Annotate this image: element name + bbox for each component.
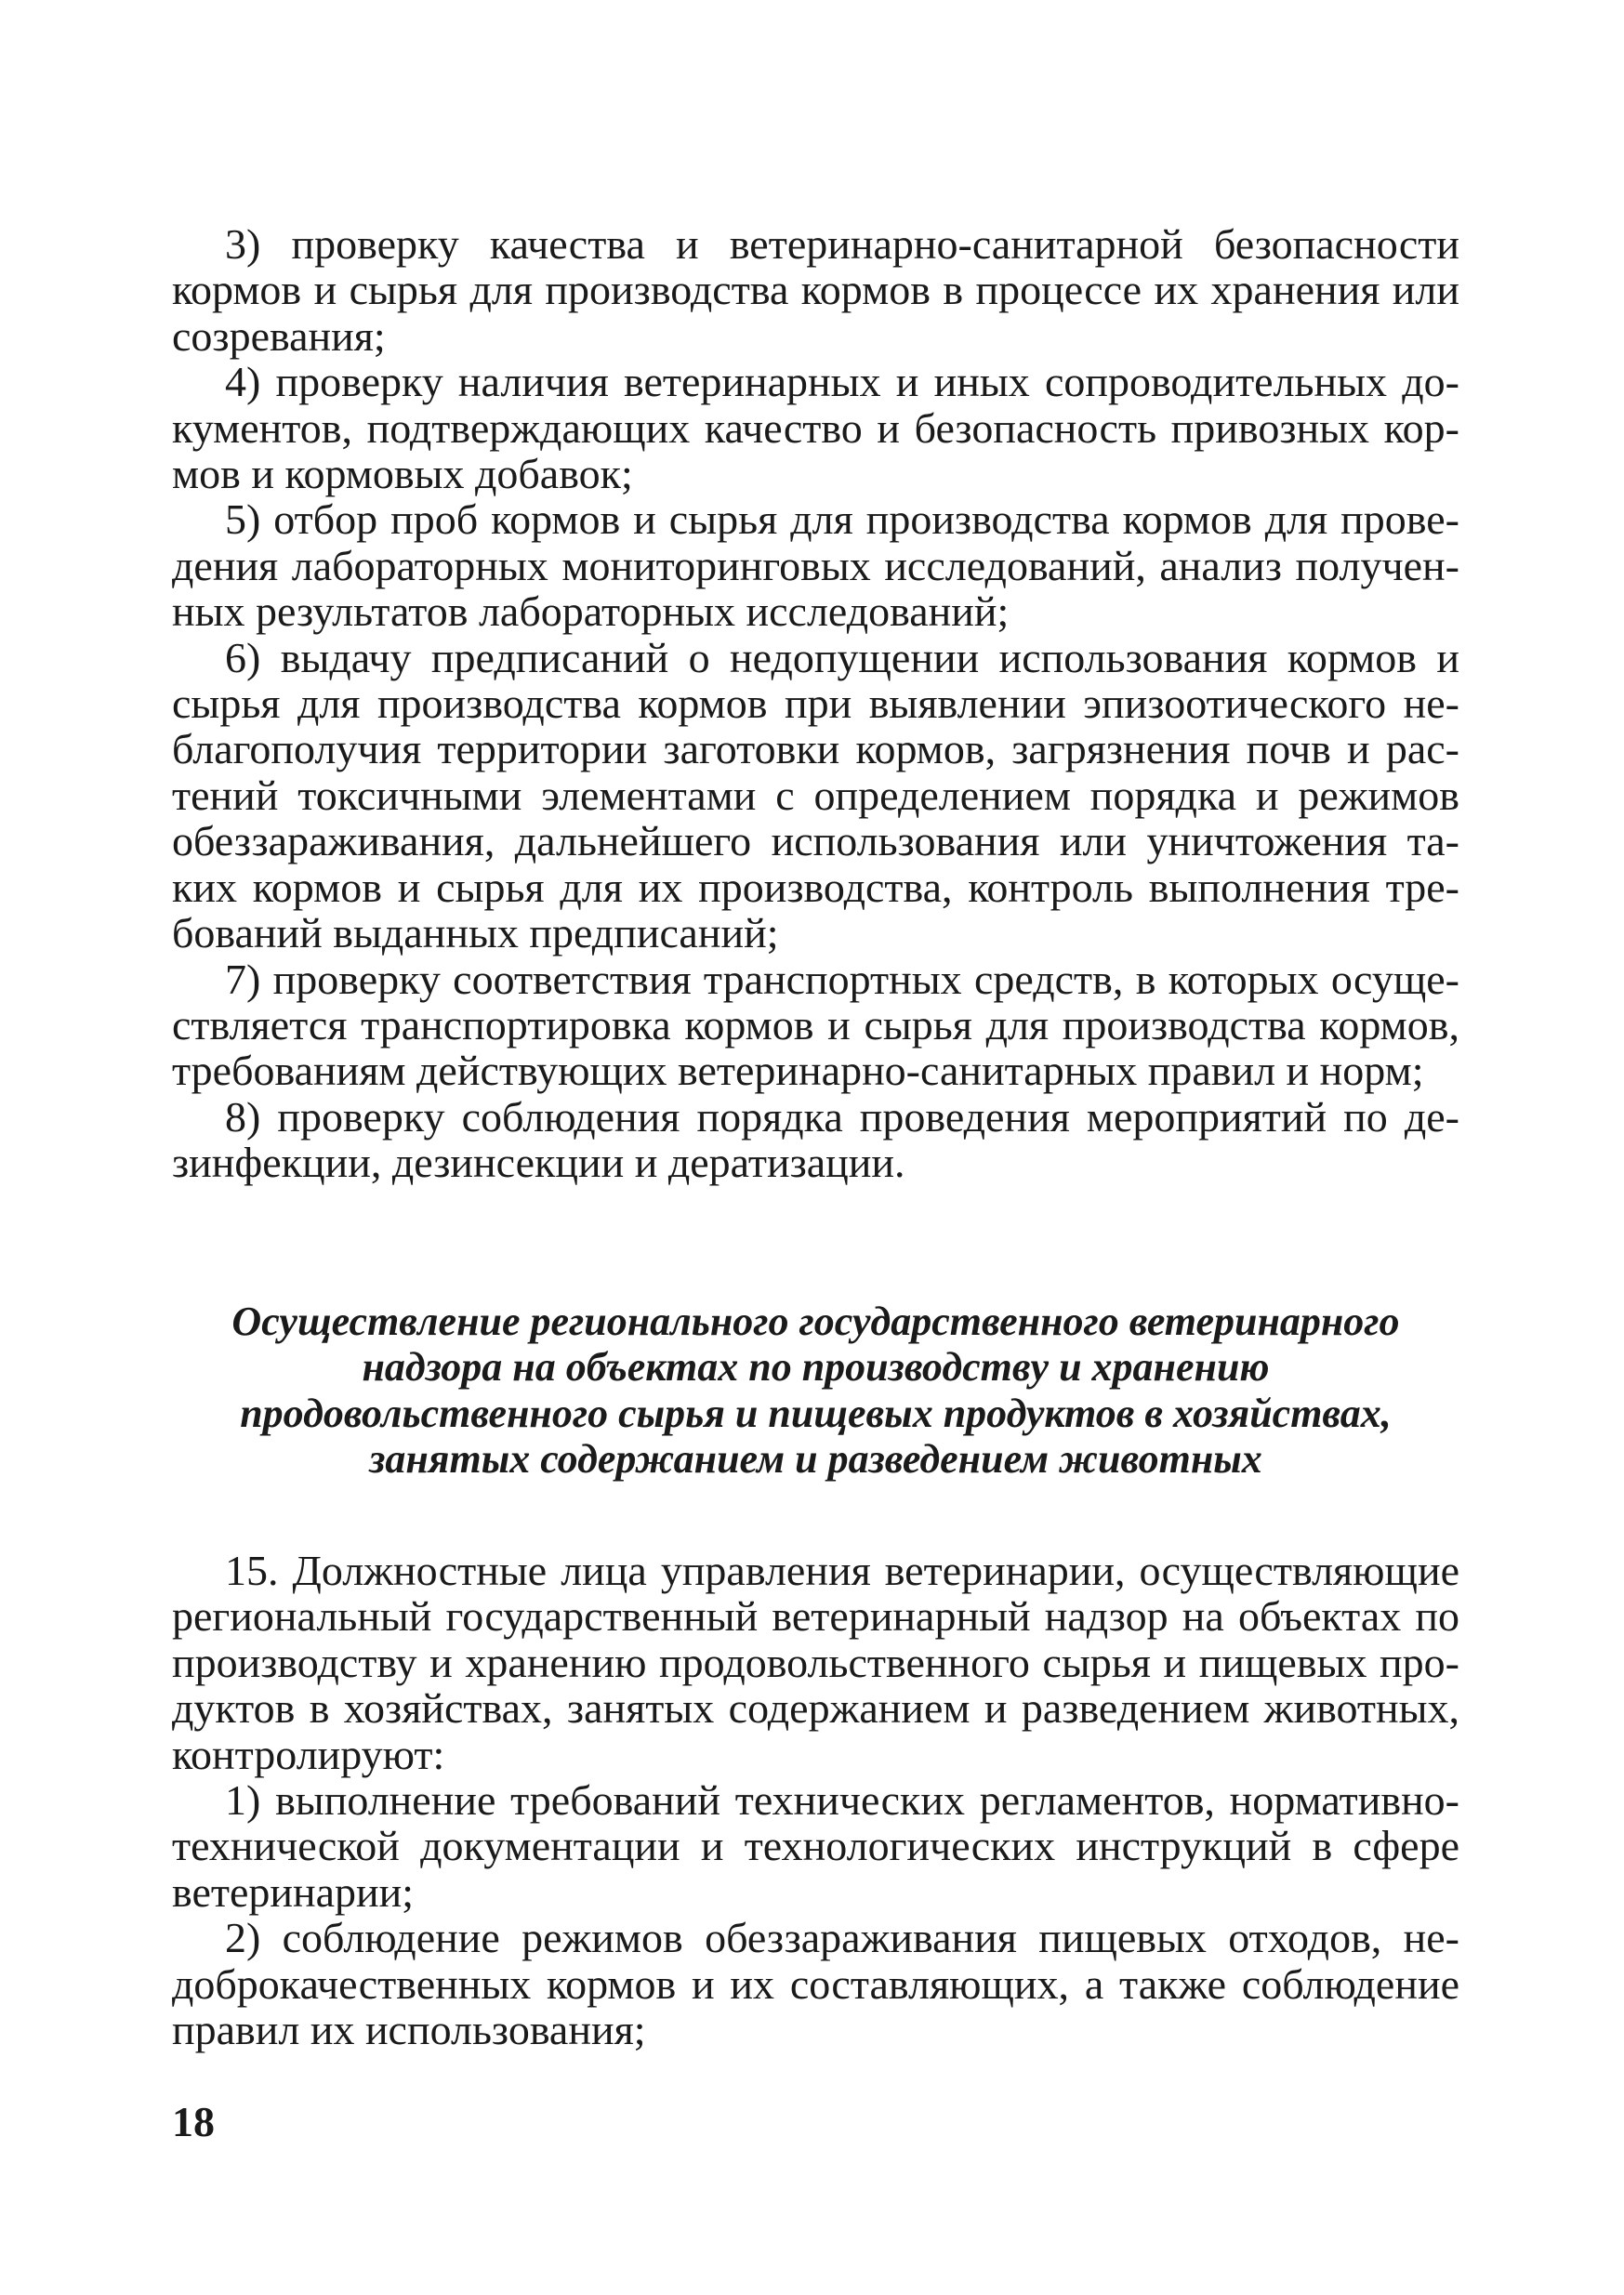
section-heading-line: надзора на объектах по производству и хранению — [362, 1344, 1270, 1391]
body-text-top — [172, 221, 1459, 1186]
paragraph-subitem-1: 1) выполнение требований технических регламентов, нормативно-технической документации и технологических инструкций в сфере ветеринарии; — [172, 1776, 1459, 1916]
body-text-bottom — [172, 1548, 1459, 2052]
paragraph-item-3: 3) проверку качества и ветеринарно-санитарной безопасности кормов и сырья для производства кормов в процессе их хранения или созревания; — [172, 220, 1459, 360]
paragraph-clause-15: 15. Должностные лица управления ветеринарии, осуществляющие региональный государственный ветеринарный надзор на объектах по производству и хранению продовольственного сырья и пищевых продуктов в хозяйствах, занятых содержанием и разведением животных, контролируют: — [172, 1547, 1459, 1778]
paragraph-item-6: 6) выдачу предписаний о недопущении использования кормов и сырья для производства кормов при выявлении эпизоотического неблагополучия территории заготовки кормов, загрязнения почв и растений токсичными элементами с определением порядка и режимов обеззараживания, дальнейшего использования или уничтожения таких кормов и сырья для их производства, контроль выполнения требований выданных предписаний; — [172, 633, 1459, 957]
page-number: 18 — [172, 2098, 215, 2145]
section-heading-line: продовольственного сырья и пищевых продуктов в хозяйствах, — [240, 1390, 1392, 1436]
paragraph-item-7: 7) проверку соответствия транспортных средств, в которых осуществляется транспортировка кормов и сырья для производства кормов, требованиям действующих ветеринарно-санитарных правил и норм; — [172, 955, 1459, 1095]
paragraph-subitem-2: 2) соблюдение режимов обеззараживания пищевых отходов, недоброкачественных кормов и их составляющих, а также соблюдение правил их использования; — [172, 1914, 1459, 2054]
paragraph-item-8: 8) проверку соблюдения порядка проведения мероприятий по дезинфекции, дезинсекции и дератизации. — [172, 1092, 1459, 1187]
section-heading — [172, 1299, 1459, 1483]
section-heading-line: Осуществление регионального государственного ветеринарного — [231, 1299, 1400, 1344]
paragraph-item-5: 5) отбор проб кормов и сырья для производства кормов для проведения лабораторных мониторинговых исследований, анализ полученных результатов лабораторных исследований; — [172, 495, 1459, 636]
section-heading-line: занятых содержанием и разведением животных — [369, 1436, 1262, 1483]
paragraph-item-4: 4) проверку наличия ветеринарных и иных сопроводительных документов, подтверждающих качество и безопасность привозных кормов и кормовых добавок; — [172, 358, 1459, 498]
